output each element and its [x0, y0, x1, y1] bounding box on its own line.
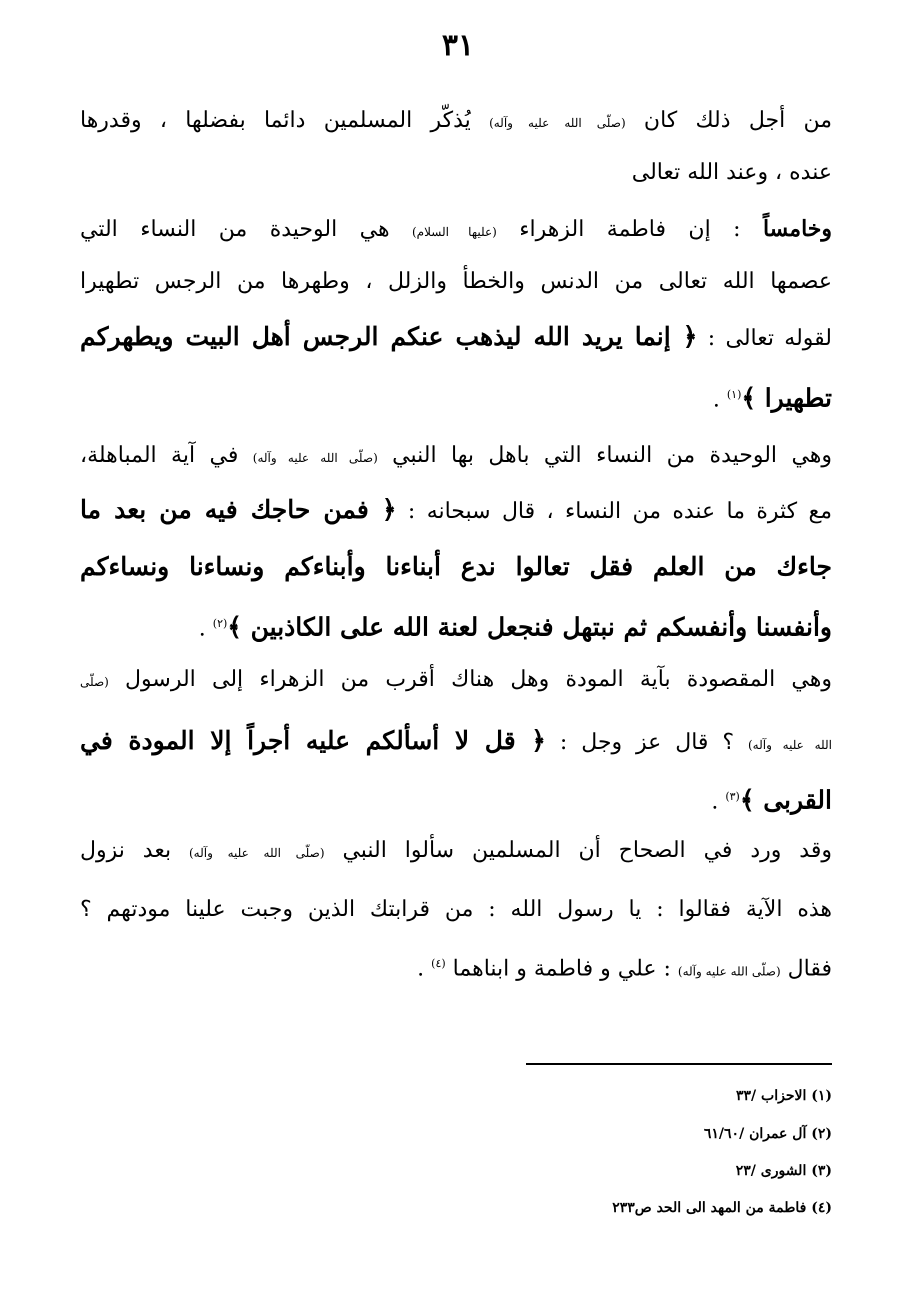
text-span: من أجل ذلك كان [625, 108, 832, 133]
text-span: يُذكّر المسلمين دائما بفضلها ، وقدرها [80, 108, 490, 133]
text-line [80, 487, 832, 533]
quran-verse: ﴿ إنما يريد الله ليذهب عنكم الرجس أهل البيت ويطهركم [80, 322, 698, 351]
text-line [80, 941, 832, 987]
footnote-ref: (٣) [725, 790, 740, 803]
honorific: (صلّى الله عليه وآله) [252, 451, 378, 465]
text-span: هي الوحيدة من النساء التي [80, 217, 412, 242]
footnote-separator [526, 1063, 832, 1065]
text-line [80, 774, 832, 820]
text-line [80, 314, 832, 360]
text-span: . [712, 387, 727, 413]
text-line [80, 206, 832, 252]
text-span: : علي و فاطمة و ابناهما [445, 956, 678, 982]
text-span: ؟ قال عز وجل : [545, 730, 748, 755]
quran-verse: تطهيرا ﴾ [741, 383, 832, 413]
text-span: بعد نزول [80, 838, 189, 863]
honorific: (صلّى الله عليه وآله) [489, 116, 626, 130]
text-span: . [711, 789, 726, 815]
footnote: (٣) الشورى /٢٣ [735, 1163, 832, 1179]
text-span: هذه الآية فقالوا : يا رسول الله : من قرابتك الذين وجبت علينا مودتهم ؟ [80, 897, 832, 922]
quran-verse: القربى ﴾ [739, 785, 832, 815]
text-line [80, 887, 832, 933]
text-line [80, 657, 832, 703]
text-span: فقال [780, 956, 832, 982]
honorific: (عليها السلام) [411, 225, 497, 239]
text-line [80, 828, 832, 874]
text-line [80, 259, 832, 305]
page-number: ٣١ [441, 28, 475, 63]
quran-verse: وأنفسنا وأنفسكم ثم نبتهل فنجعل لعنة الله على الكاذبين ﴾ [227, 612, 832, 642]
text-span: وخامساً [762, 216, 832, 242]
text-span: مع كثرة ما عنده من النساء ، قال سبحانه : [396, 499, 832, 524]
text-line [80, 150, 832, 196]
text-span: في آية المباهلة، [80, 443, 253, 468]
quran-verse: ﴿ فمن حاجك فيه من بعد ما [80, 495, 397, 524]
text-line [80, 98, 832, 144]
text-line [80, 601, 832, 647]
text-line [80, 372, 832, 418]
text-span: وهي المقصودة بآية المودة وهل هناك أقرب من الزهراء إلى الرسول [108, 667, 832, 692]
text-span: وقد ورد في الصحاح أن المسلمين سألوا النبي [324, 838, 832, 863]
text-span: وهي الوحيدة من النساء التي باهل بها النبي [377, 443, 832, 468]
footnote-ref: (١) [726, 388, 742, 401]
footnote: (١) الاحزاب /٣٣ [735, 1088, 832, 1104]
footnote: (٢) آل عمران /٦١/٦٠ [703, 1126, 832, 1142]
text-line [80, 718, 832, 764]
text-span: عصمها الله تعالى من الدنس والخطأ والزلل ، وطهرها من الرجس تطهيرا [80, 269, 832, 294]
text-span: لقوله تعالى : [697, 326, 832, 351]
honorific: الله عليه وآله) [748, 738, 832, 752]
text-span: . [417, 956, 432, 982]
footnote: (٤) فاطمة من المهد الى الحد ص٢٣٣ [612, 1200, 832, 1216]
text-line [80, 544, 832, 590]
footnote-ref: (٤) [431, 957, 446, 970]
honorific: (صلّى [80, 675, 109, 689]
footnote-ref: (٢) [212, 617, 228, 630]
quran-verse: جاءك من العلم فقل تعالوا ندع أبناءنا وأبناءكم ونساءنا ونساءكم [80, 552, 832, 581]
text-span: . [198, 616, 213, 642]
honorific: (صلّى الله عليه وآله) [188, 846, 325, 860]
text-line [80, 433, 832, 479]
honorific: (صلّى الله عليه وآله) [677, 964, 781, 979]
text-span: عنده ، وعند الله تعالى [631, 160, 832, 185]
quran-verse: ﴿ قل لا أسألكم عليه أجراً إلا المودة في [80, 726, 546, 755]
text-span: : إن فاطمة الزهراء [496, 217, 763, 242]
